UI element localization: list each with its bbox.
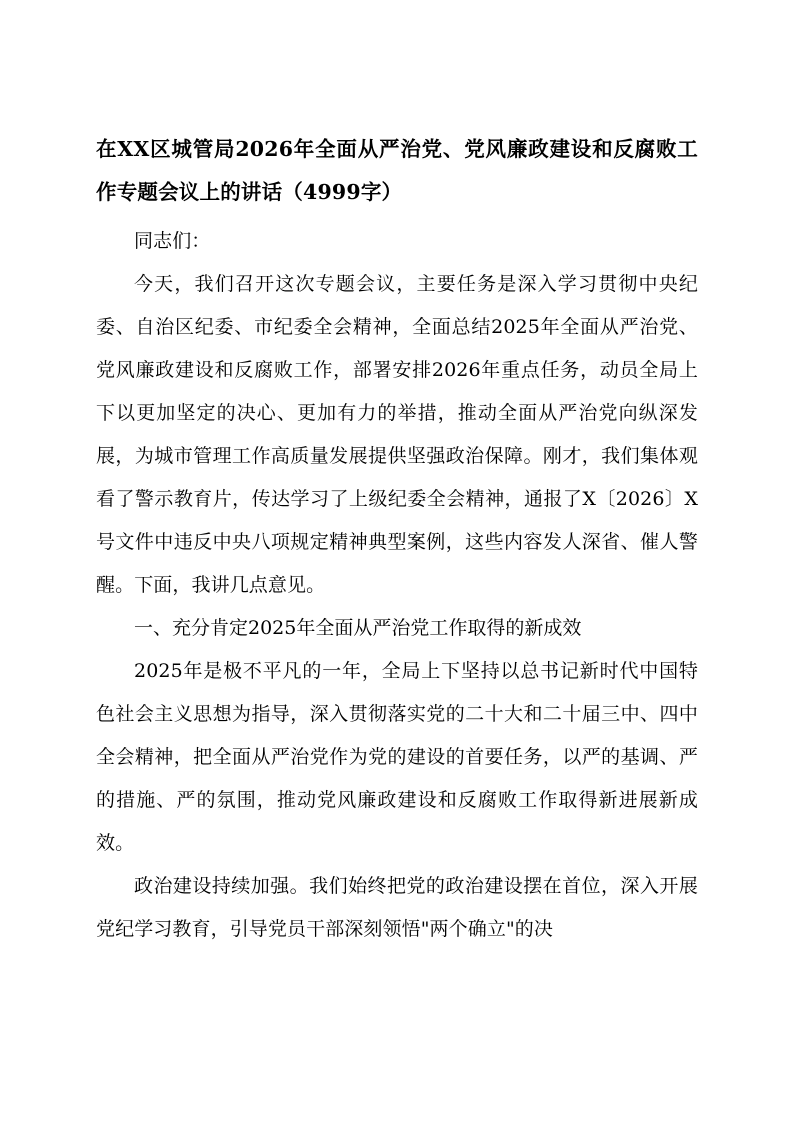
section-heading-one: 一、充分肯定2025年全面从严治党工作取得的新成效	[134, 617, 582, 639]
page-title: 在XX区城管局2026年全面从严治党、党风廉政建设和反腐败工作专题会议上的讲话（4999字）	[96, 137, 698, 204]
paragraph-2025-review: 2025年是极不平凡的一年，全局上下坚持以总书记新时代中国特色社会主义思想为指导，深入贯彻落实党的二十大和二十届三中、四中全会精神，把全面从严治党作为党的建设的首要任务，以严的基调、严的措施、严的氛围，推动党风廉政建设和反腐败工作取得新进展新成效。	[96, 660, 698, 854]
salutation: 同志们：	[134, 230, 211, 252]
paragraph-political-construction: 政治建设持续加强。我们始终把党的政治建设摆在首位，深入开展党纪学习教育，引导党员干部深刻领悟"两个确立"的决	[96, 875, 698, 940]
paragraph-intro: 今天，我们召开这次专题会议，主要任务是深入学习贯彻中央纪委、自治区纪委、市纪委全会精神，全面总结2025年全面从严治党、党风廉政建设和反腐败工作，部署安排2026年重点任务，动员全局上下以更加坚定的决心、更加有力的举措，推动全面从严治党向纵深发展，为城市管理工作高质量发展提供坚强政治保障。刚才，我们集体观看了警示教育片，传达学习了上级纪委全会精神，通报了X〔2026〕X号文件中违反中央八项规定精神典型案例，这些内容发人深省、催人警醒。下面，我讲几点意见。	[96, 273, 698, 596]
